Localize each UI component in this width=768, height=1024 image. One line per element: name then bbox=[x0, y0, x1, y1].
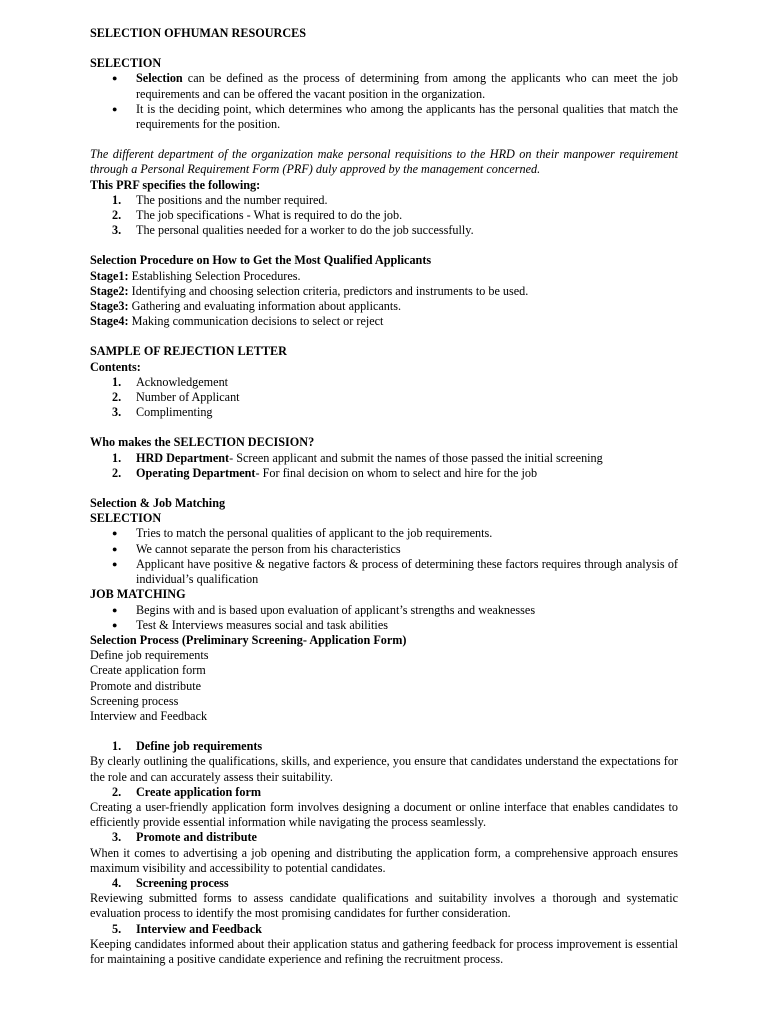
stage-text: Making communication decisions to select or reject bbox=[128, 314, 384, 329]
process-step: Screening process bbox=[90, 693, 179, 708]
process-detail bbox=[90, 739, 678, 785]
process-detail-title-row bbox=[90, 876, 678, 891]
bullet-text: It is the deciding point, which determines who among the applicants has the personal qualities that match the requirements for the position. bbox=[136, 101, 678, 132]
process-detail bbox=[90, 785, 678, 831]
stage-line bbox=[90, 314, 678, 329]
list-number: 2. bbox=[112, 390, 122, 405]
process-detail-heading bbox=[90, 785, 678, 800]
selection-bullet bbox=[90, 102, 678, 132]
list-number: 4. bbox=[112, 875, 122, 890]
job-matching-bullet: ● Begins with and is based upon evaluation of applicant’s strengths and weaknesses bbox=[90, 603, 678, 618]
prf-list-item bbox=[90, 193, 678, 208]
decision-list-item bbox=[90, 451, 678, 466]
stage-label: Stage1: bbox=[90, 268, 129, 283]
contents-list-item bbox=[90, 405, 678, 420]
selection-sub-bullet-list bbox=[90, 526, 678, 587]
process-detail-text: Keeping candidates informed about their application status and gathering feedback for process improvement is essential for maintaining a positive candidate experience and refining the recruitment process. bbox=[90, 936, 678, 966]
prf-list-item bbox=[90, 223, 678, 238]
list-number: 1. bbox=[112, 192, 122, 207]
stage-label: Stage2: bbox=[90, 283, 129, 298]
process-detail-heading bbox=[90, 922, 678, 937]
stage-line bbox=[90, 284, 678, 299]
bullet-lead: Selection bbox=[136, 71, 183, 86]
process-detail-text: Creating a user-friendly application form involves designing a document or online interface that enables candidates to efficiently provide essential information while navigating the process seamlessly. bbox=[90, 799, 678, 830]
stage-label: Stage4: bbox=[90, 314, 129, 329]
process-detail-title: Interview and Feedback bbox=[136, 921, 262, 936]
list-number: 2. bbox=[112, 208, 122, 223]
process-detail-text: When it comes to advertising a job opening and distributing the application form, a comprehensive approach ensures maximum visibility and accessibility to potential candidates. bbox=[90, 845, 678, 875]
list-number: 1. bbox=[112, 374, 122, 389]
prf-intro-paragraph: The different department of the organization make personal requisitions to the HRD on their manpower requirement through a Personal Requirement Form (PRF) duly approved by the management concerned. bbox=[90, 147, 678, 177]
process-detail-title-row bbox=[90, 739, 678, 754]
process-detail-text: By clearly outlining the qualifications, skills, and experience, you ensure that candidates understand the expectations for the role and can accurately assess their suitability. bbox=[90, 754, 678, 784]
prf-heading: This PRF specifies the following: bbox=[90, 177, 261, 192]
procedure-heading: Selection Procedure on How to Get the Most Qualified Applicants bbox=[90, 253, 432, 268]
selection-sub-bullet: ● We cannot separate the person from his characteristics bbox=[90, 542, 678, 557]
stage-text: Identifying and choosing selection criteria, predictors and instruments to be used. bbox=[128, 283, 529, 298]
list-number: 1. bbox=[112, 739, 122, 754]
list-number: 3. bbox=[112, 223, 122, 238]
list-text: Number of Applicant bbox=[136, 390, 240, 405]
process-detail bbox=[90, 922, 678, 968]
process-detail-title-row bbox=[90, 922, 678, 937]
process-detail-title-row bbox=[90, 830, 678, 845]
list-text: The job specifications - What is required to do the job. bbox=[136, 208, 403, 223]
process-detail-text: Reviewing submitted forms to assess candidate qualifications and suitability involves a thorough and systematic evaluation process to identify the most promising candidates for further consideration. bbox=[90, 891, 678, 921]
process-detail-title: Screening process bbox=[136, 875, 229, 890]
stage-text: Gathering and evaluating information about applicants. bbox=[128, 299, 402, 314]
list-number: 5. bbox=[112, 921, 122, 936]
selection-heading: SELECTION bbox=[90, 56, 162, 71]
selection-sub-bullet: ● Applicant have positive & negative factors & process of determining these factors requires through analysis of individual’s qualification bbox=[90, 557, 678, 587]
process-step: Define job requirements bbox=[90, 648, 209, 663]
selection-bullet-list bbox=[90, 71, 678, 132]
process-detail bbox=[90, 830, 678, 876]
process-detail-title: Define job requirements bbox=[136, 739, 263, 754]
process-detail-title-row bbox=[90, 785, 678, 800]
prf-list-item bbox=[90, 208, 678, 223]
decision-list-item bbox=[90, 466, 678, 481]
process-detail-heading bbox=[90, 739, 678, 754]
process-detail-title: Promote and distribute bbox=[136, 830, 257, 845]
stage-label: Stage3: bbox=[90, 299, 129, 314]
decision-lead: HRD Department bbox=[136, 450, 230, 465]
process-step: Promote and distribute bbox=[90, 678, 202, 693]
list-number: 3. bbox=[112, 405, 122, 420]
stage-line bbox=[90, 269, 678, 284]
contents-list bbox=[90, 375, 678, 421]
decision-heading: Who makes the SELECTION DECISION? bbox=[90, 435, 315, 450]
contents-list-item bbox=[90, 390, 678, 405]
selection-bullet bbox=[90, 71, 678, 101]
list-text: The positions and the number required. bbox=[136, 192, 328, 207]
prf-list bbox=[90, 193, 678, 239]
stage-line bbox=[90, 299, 678, 314]
list-number: 3. bbox=[112, 830, 122, 845]
list-text: Acknowledgement bbox=[136, 374, 229, 389]
decision-lead: Operating Department bbox=[136, 465, 256, 480]
job-matching-bullet: ● Test & Interviews measures social and task abilities bbox=[90, 618, 678, 633]
list-number: 1. bbox=[112, 450, 122, 465]
document-title: SELECTION OFHUMAN RESOURCES bbox=[90, 26, 307, 40]
decision-list bbox=[90, 451, 678, 481]
list-number: 2. bbox=[112, 465, 122, 480]
decision-text: - Screen applicant and submit the names of those passed the initial screening bbox=[229, 450, 603, 465]
process-detail-heading bbox=[90, 830, 678, 845]
contents-heading: Contents: bbox=[90, 359, 141, 374]
process-detail bbox=[90, 876, 678, 922]
selection-subheading: SELECTION bbox=[90, 511, 162, 526]
process-step: Create application form bbox=[90, 663, 206, 678]
bullet-text: can be defined as the process of determining from among the applicants who can meet the job requirements and can be offered the vacant position in the organization. bbox=[136, 71, 678, 101]
process-detail-heading bbox=[90, 876, 678, 891]
process-step: Interview and Feedback bbox=[90, 708, 208, 723]
process-detail-title: Create application form bbox=[136, 784, 262, 799]
list-number: 2. bbox=[112, 784, 122, 799]
rejection-heading: SAMPLE OF REJECTION LETTER bbox=[90, 344, 287, 359]
contents-list-item bbox=[90, 375, 678, 390]
list-text: Complimenting bbox=[136, 405, 213, 420]
selection-sub-bullet: ● Tries to match the personal qualities of applicant to the job requirements. bbox=[90, 526, 678, 541]
job-matching-heading: JOB MATCHING bbox=[90, 587, 186, 602]
stage-text: Establishing Selection Procedures. bbox=[128, 268, 301, 283]
job-matching-bullet-list bbox=[90, 603, 678, 633]
matching-heading: Selection & Job Matching bbox=[90, 496, 226, 511]
process-heading: Selection Process (Preliminary Screening- Application Form) bbox=[90, 632, 407, 647]
decision-text: - For final decision on whom to select and hire for the job bbox=[255, 465, 538, 480]
list-text: The personal qualities needed for a worker to do the job successfully. bbox=[136, 223, 474, 238]
